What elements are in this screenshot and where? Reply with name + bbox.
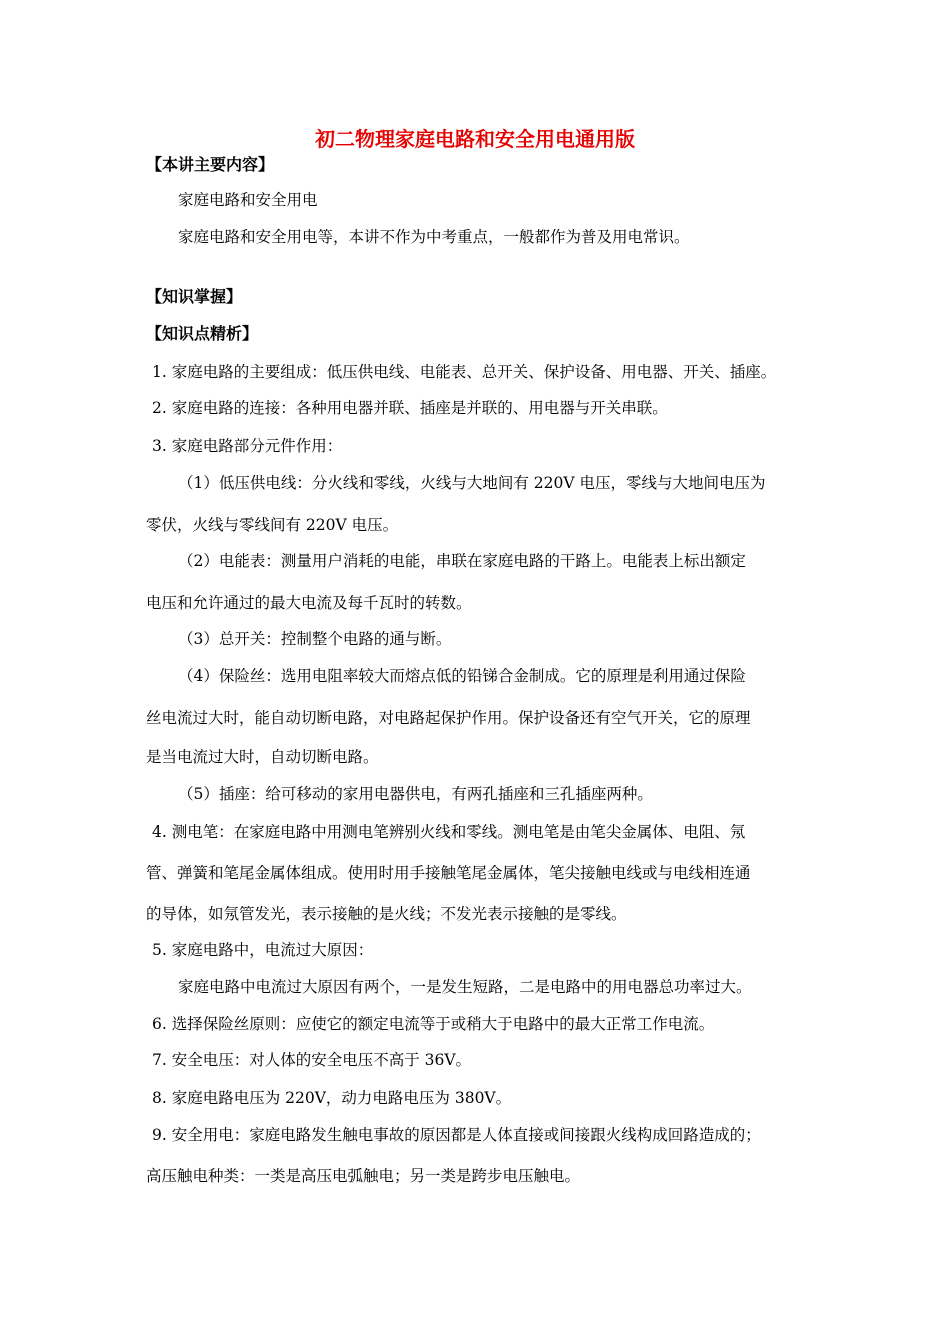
paragraph-line: 3. 家庭电路部分元件作用：: [152, 437, 343, 455]
paragraph-line: 是当电流过大时，自动切断电路。: [146, 748, 379, 766]
paragraph-line: 9. 安全用电：家庭电路发生触电事故的原因都是人体直接或间接跟火线构成回路造成的；: [152, 1126, 761, 1144]
paragraph-line: 5. 家庭电路中，电流过大原因：: [152, 941, 374, 959]
section-heading-knowledge: 【知识掌握】: [146, 287, 243, 306]
paragraph-line: 1. 家庭电路的主要组成：低压供电线、电能表、总开关、保护设备、用电器、开关、插座。: [152, 363, 777, 381]
paragraph-line: 电压和允许通过的最大电流及每千瓦时的转数。: [146, 594, 472, 612]
paragraph-line: 2. 家庭电路的连接：各种用电器并联、插座是并联的、用电器与开关串联。: [152, 399, 668, 417]
section-heading-main-content: 【本讲主要内容】: [146, 155, 275, 174]
paragraph-line: 8. 家庭电路电压为 220V，动力电路电压为 380V。: [152, 1089, 512, 1107]
section-subheading-knowledge-points: 【知识点精析】: [146, 324, 259, 343]
paragraph-line: （3）总开关：控制整个电路的通与断。: [178, 630, 452, 648]
paragraph-line: 管、弹簧和笔尾金属体组成。使用时用手接触笔尾金属体，笔尖接触电线或与电线相连通: [146, 864, 751, 882]
paragraph-line: 家庭电路和安全用电: [178, 191, 318, 209]
document-title: 初二物理家庭电路和安全用电通用版: [315, 127, 635, 151]
paragraph-line: （5）插座：给可移动的家用电器供电，有两孔插座和三孔插座两种。: [178, 785, 653, 803]
paragraph-line: 6. 选择保险丝原则：应使它的额定电流等于或稍大于电路中的最大正常工作电流。: [152, 1015, 715, 1033]
paragraph-line: 高压触电种类：一类是高压电弧触电；另一类是跨步电压触电。: [146, 1167, 581, 1185]
paragraph-line: （2）电能表：测量用户消耗的电能，串联在家庭电路的干路上。电能表上标出额定: [178, 552, 746, 570]
paragraph-line: 7. 安全电压：对人体的安全电压不高于 36V。: [152, 1051, 472, 1069]
paragraph-line: 的导体，如氖管发光，表示接触的是火线；不发光表示接触的是零线。: [146, 905, 627, 923]
paragraph-line: （4）保险丝：选用电阻率较大而熔点低的铅锑合金制成。它的原理是利用通过保险: [178, 667, 746, 685]
paragraph-line: 零伏，火线与零线间有 220V 电压。: [146, 516, 399, 534]
paragraph-line: 丝电流过大时，能自动切断电路，对电路起保护作用。保护设备还有空气开关，它的原理: [146, 709, 751, 727]
paragraph-line: 4. 测电笔：在家庭电路中用测电笔辨别火线和零线。测电笔是由笔尖金属体、电阻、氖: [152, 823, 746, 841]
paragraph-line: 家庭电路和安全用电等，本讲不作为中考重点，一般都作为普及用电常识。: [178, 228, 690, 246]
paragraph-line: （1）低压供电线：分火线和零线，火线与大地间有 220V 电压，零线与大地间电压为: [178, 474, 766, 492]
paragraph-line: 家庭电路中电流过大原因有两个，一是发生短路，二是电路中的用电器总功率过大。: [178, 978, 752, 996]
